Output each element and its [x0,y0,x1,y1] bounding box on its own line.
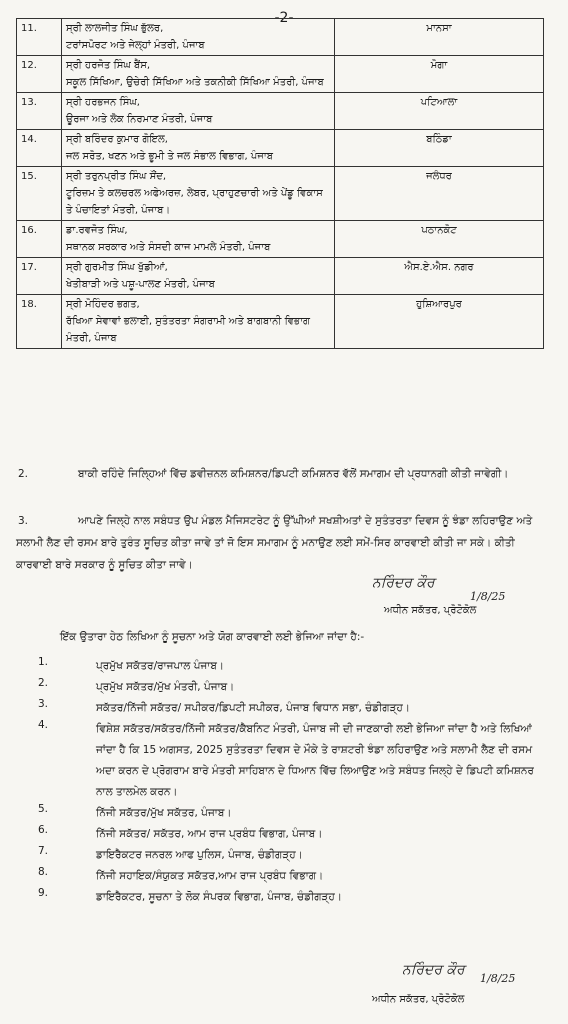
list-item-number: 8. [38,866,49,878]
paragraph-3 [16,510,544,576]
minister-cell [62,221,335,258]
paragraph-2-text: ਬਾਕੀ ਰਹਿੰਦੇ ਜਿਲ੍ਹਿਆਂ ਵਿੱਚ ਡਵੀਜ਼ਨਲ ਕਮਿਸ਼ਨਰ/ਡਿਪਟੀ ਕਮਿਸ਼ਨਰ ਵੱਲੋਂ ਸਮਾਗਮ ਦੀ ਪ੍ਰਧਾਨਗੀ ਕੀਤੀ ਜਾਵੇਗੀ। [78,468,509,480]
list-item-number: 9. [38,887,49,899]
minister-name: ਸ੍ਰੀ ਹਰਭਜਨ ਸਿੰਘ, [66,97,140,108]
table-row [17,93,544,130]
signature-2-date: 1/8/25 [480,972,516,985]
signature-2-handwriting: ਨਰਿੰਦਰ ਕੌਰ [402,962,465,978]
table-row [17,221,544,258]
list-item-text: ਡਾਇਰੈਕਟਰ, ਸੂਚਨਾ ਤੇ ਲੋਕ ਸੰਪਰਕ ਵਿਭਾਗ, ਪੰਜਾਬ, ਚੰਡੀਗੜ੍ਹ। [96,891,342,903]
paragraph-2 [16,463,544,485]
minister-cell [62,130,335,167]
minister-name: ਸ੍ਰੀ ਗੁਰਮੀਤ ਸਿੰਘ ਖੁੱਡੀਆਂ, [66,262,168,273]
minister-name: ਸ੍ਰੀ ਲਾਲਜੀਤ ਸਿੰਘ ਭੁੱਲਰ, [66,23,164,34]
list-item-number: 7. [38,845,49,857]
minister-name: ਸ੍ਰੀ ਹਰਜੋਤ ਸਿੰਘ ਬੈਂਸ, [66,60,151,71]
table-row [17,19,544,56]
table-row [17,295,544,349]
table-row [17,167,544,221]
list-item-text: ਡਾਇਰੈਕਟਰ ਜਨਰਲ ਆਫ ਪੁਲਿਸ, ਪੰਜਾਬ, ਚੰਡੀਗੜ੍ਹ। [96,849,303,861]
list-item-number: 1. [38,656,49,668]
district-cell: ਜਲੰਧਰ [335,167,544,221]
list-item-number: 5. [38,803,49,815]
list-item [16,656,544,677]
district-cell: ਬਠਿੰਡਾ [335,130,544,167]
list-item-text: ਨਿੱਜੀ ਸਕੱਤਰ/ਮੁੱਖ ਸਕੱਤਰ, ਪੰਜਾਬ। [96,807,232,819]
table-row [17,56,544,93]
minister-portfolio: ਖੇਤੀਬਾੜੀ ਅਤੇ ਪਸ਼ੂ-ਪਾਲਣ ਮੰਤਰੀ, ਪੰਜਾਬ [66,279,215,290]
paragraph-2-number: 2. [18,468,29,480]
list-item [16,803,544,824]
table-row [17,130,544,167]
list-item-text: ਪ੍ਰਮੁੱਖ ਸਕੱਤਰ/ਮੁੱਖ ਮੰਤਰੀ, ਪੰਜਾਬ। [96,681,235,693]
signature-2-title: ਅਧੀਨ ਸਕੱਤਰ, ਪ੍ਰੋਟੋਕੋਲ [372,994,465,1005]
list-item [16,677,544,698]
district-cell: ਮੋਗਾ [335,56,544,93]
minister-portfolio: ਜਲ ਸਰੋਤ, ਖਣਨ ਅਤੇ ਭੂਮੀ ਤੇ ਜਲ ਸੰਭਾਲ ਵਿਭਾਗ, ਪੰਜਾਬ [66,151,273,162]
district-cell: ਮਾਨਸਾ [335,19,544,56]
row-number: 14. [17,130,62,167]
minister-portfolio: ਸਥਾਨਕ ਸਰਕਾਰ ਅਤੇ ਸੰਸਦੀ ਕਾਜ ਮਾਮਲੇ ਮੰਤਰੀ, ਪੰਜਾਬ [66,242,271,253]
row-number: 11. [17,19,62,56]
list-item [16,698,544,719]
list-item-text: ਵਿਸ਼ੇਸ਼ ਸਕੱਤਰ/ਸਕੱਤਰ/ਨਿੱਜੀ ਸਕੱਤਰ/ਕੈਬਨਿਟ ਮੰਤਰੀ, ਪੰਜਾਬ ਜੀ ਦੀ ਜਾਣਕਾਰੀ ਲਈ ਭੇਜਿਆ ਜਾਂਦਾ ਹੈ ਅਤੇ ਲਿਖਿਆਂ ਜਾਂਦਾ ਹੈ ਕਿ 15 ਅਗਸਤ, 2025 ਸੁਤੰਤਰਤਾ ਦਿਵਸ ਦੇ ਮੌਕੇ ਤੇ ਰਾਸ਼ਟਰੀ ਝੰਡਾ ਲਹਿਰਾਉਣ ਅਤੇ ਸਲਾਮੀ ਲੈਣ ਦੀ ਰਸਮ ਅਦਾ ਕਰਨ ਦੇ ਪ੍ਰੋਗਰਾਮ ਬਾਰੇ ਮੰਤਰੀ ਸਾਹਿਬਾਨ ਦੇ ਧਿਆਨ ਵਿੱਚ ਲਿਆਉਣ ਅਤੇ ਸਬੰਧਤ ਜਿਲ੍ਹੇ ਦੇ ਡਿਪਟੀ ਕਮਿਸ਼ਨਰ ਨਾਲ ਤਾਲਮੇਲ ਕਰਨ। [96,723,534,798]
list-item [16,845,544,866]
minister-portfolio: ਸਕੂਲ ਸਿੱਖਿਆ, ਉਚੇਰੀ ਸਿੱਖਿਆ ਅਤੇ ਤਕਨੀਕੀ ਸਿੱਖਿਆ ਮੰਤਰੀ, ਪੰਜਾਬ [66,77,324,88]
list-item-text: ਸਕੱਤਰ/ਨਿੱਜੀ ਸਕੱਤਰ/ ਸਪੀਕਰ/ਡਿਪਟੀ ਸਪੀਕਰ, ਪੰਜਾਬ ਵਿਧਾਨ ਸਭਾ, ਚੰਡੀਗੜ੍ਹ। [96,702,410,714]
signature-1-title: ਅਧੀਨ ਸਕੱਤਰ, ਪ੍ਰੋਟੋਕੋਲ [384,605,477,616]
row-number: 17. [17,258,62,295]
list-item-number: 4. [38,719,49,731]
minister-district-table [16,18,544,349]
minister-cell [62,295,335,349]
list-item [16,824,544,845]
paragraph-3-number: 3. [18,515,29,527]
list-item-number: 3. [38,698,49,710]
list-item-text: ਨਿੱਜੀ ਸਹਾਇਕ/ਸੰਯੁਕਤ ਸਕੱਤਰ,ਆਮ ਰਾਜ ਪ੍ਰਬੰਧ ਵਿਭਾਗ। [96,870,324,882]
row-number: 16. [17,221,62,258]
minister-cell [62,56,335,93]
copies-list [16,656,544,908]
page-number: -2- [274,10,294,26]
minister-cell [62,167,335,221]
row-number: 18. [17,295,62,349]
list-item-number: 6. [38,824,49,836]
list-item [16,887,544,908]
minister-name: ਡਾ.ਰਵਜੋਤ ਸਿੰਘ, [66,225,128,236]
table-row [17,258,544,295]
row-number: 13. [17,93,62,130]
minister-name: ਸ੍ਰੀ ਬਰਿੰਦਰ ਕੁਮਾਰ ਗੋਇਲ, [66,134,168,145]
list-item-text: ਪ੍ਰਮੁੱਖ ਸਕੱਤਰ/ਰਾਜਪਾਲ ਪੰਜਾਬ। [96,660,224,672]
copies-intro: ਇੱਕ ਉਤਾਰਾ ਹੇਠ ਲਿਖਿਆ ਨੂੰ ਸੂਚਨਾ ਅਤੇ ਯੋਗ ਕਾਰਵਾਈ ਲਈ ਭੇਜਿਆ ਜਾਂਦਾ ਹੈ:- [60,631,365,643]
district-cell: ਐਸ.ਏ.ਐਸ. ਨਗਰ [335,258,544,295]
minister-portfolio: ਟਰਾਂਸਪੋਰਟ ਅਤੇ ਜੇਲ੍ਹਾਂ ਮੰਤਰੀ, ਪੰਜਾਬ [66,40,205,51]
minister-cell [62,19,335,56]
signature-1-date: 1/8/25 [470,590,506,603]
minister-name: ਸ੍ਰੀ ਤਰੁਨਪ੍ਰੀਤ ਸਿੰਘ ਸੌਂਦ, [66,171,167,182]
list-item [16,719,544,803]
minister-portfolio: ਰੱਖਿਆ ਸੇਵਾਵਾਂ ਭਲਾਈ, ਸੁਤੰਤਰਤਾ ਸੰਗਰਾਮੀ ਅਤੇ ਬਾਗਬਾਨੀ ਵਿਭਾਗ ਮੰਤਰੀ, ਪੰਜਾਬ [66,316,311,344]
district-cell: ਹੁਸ਼ਿਆਰਪੁਰ [335,295,544,349]
list-item-text: ਨਿੱਜੀ ਸਕੱਤਰ/ ਸਕੱਤਰ, ਆਮ ਰਾਜ ਪ੍ਰਬੰਧ ਵਿਭਾਗ, ਪੰਜਾਬ। [96,828,323,840]
minister-portfolio: ਟੂਰਿਜ਼ਮ ਤੇ ਕਲਚਰਲ ਅਫੇਅਰਜ਼, ਲੇਬਰ, ਪ੍ਰਾਹੁਣਚਾਰੀ ਅਤੇ ਪੇਂਡੂ ਵਿਕਾਸ ਤੇ ਪੰਚਾਇਤਾਂ ਮੰਤਰੀ, ਪੰਜਾਬ। [66,188,323,216]
minister-cell [62,258,335,295]
row-number: 15. [17,167,62,221]
row-number: 12. [17,56,62,93]
minister-portfolio: ਊਰਜਾ ਅਤੇ ਲੋਕ ਨਿਰਮਾਣ ਮੰਤਰੀ, ਪੰਜਾਬ [66,114,213,125]
minister-cell [62,93,335,130]
signature-1-handwriting: ਨਰਿੰਦਰ ਕੌਰ [372,575,435,591]
district-cell: ਪਟਿਆਲਾ [335,93,544,130]
district-cell: ਪਠਾਨਕੋਟ [335,221,544,258]
list-item [16,866,544,887]
minister-name: ਸ੍ਰੀ ਮੋਹਿੰਦਰ ਭਗਤ, [66,299,140,310]
paragraph-3-text: ਆਪਣੇ ਜਿਲ੍ਹੇ ਨਾਲ ਸਬੰਧਤ ਉਪ ਮੰਡਲ ਮੈਜਿਸਟਰੇਟ ਨੂੰ ਉੱਘੀਆਂ ਸਖਸ਼ੀਅਤਾਂ ਦੇ ਸੁਤੰਤਰਤਾ ਦਿਵਸ ਨੂੰ ਝੰਡਾ ਲਹਿਰਾਉਣ ਅਤੇ ਸਲਾਮੀ ਲੈਣ ਦੀ ਰਸਮ ਬਾਰੇ ਤੁਰੰਤ ਸੂਚਿਤ ਕੀਤਾ ਜਾਵੇ ਤਾਂ ਜੋ ਇਸ ਸਮਾਗਮ ਨੂੰ ਮਨਾਉਣ ਲਈ ਸਮੇਂ-ਸਿਰ ਕਾਰਵਾਈ ਕੀਤੀ ਜਾ ਸਕੇ। ਕੀਤੀ ਕਾਰਵਾਈ ਬਾਰੇ ਸਰਕਾਰ ਨੂੰ ਸੂਚਿਤ ਕੀਤਾ ਜਾਵੇ। [16,515,533,571]
list-item-number: 2. [38,677,49,689]
